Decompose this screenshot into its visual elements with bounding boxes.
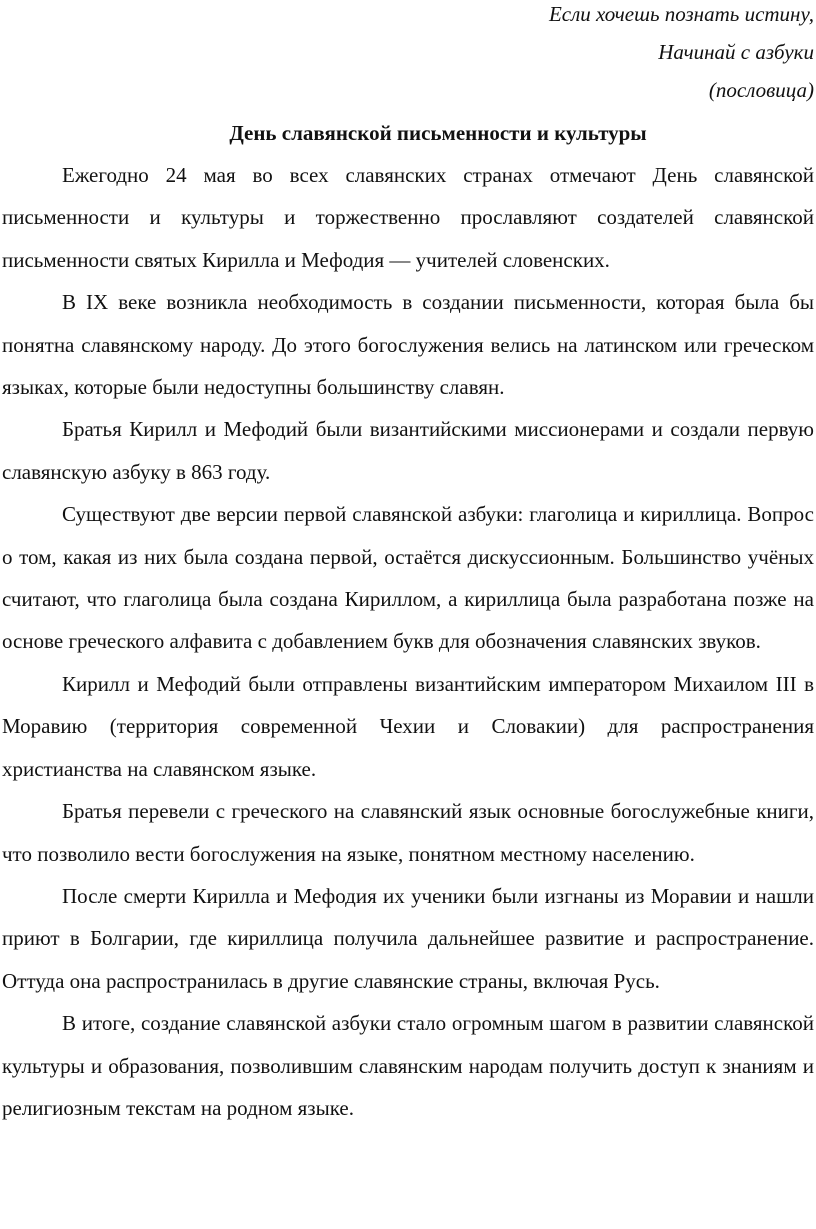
paragraph-1: Ежегодно 24 мая во всех славянских странах отмечают День славянской письменности и культуры и торжественно прославляют создателей славянской письменности святых Кирилла и Мефодия — учителей словенских.	[2, 163, 814, 272]
document-title: День славянской письменности и культуры	[229, 121, 647, 145]
paragraph-2: В IX веке возникла необходимость в создании письменности, которая была бы понятна славянскому народу. До этого богослужения велись на латинском или греческом языках, которые были недоступны большинству славян.	[2, 290, 814, 400]
paragraph-5: Кирилл и Мефодий были отправлены византийским императором Михаилом III в Моравию (территория современной Чехии и Словакии) для распространения христианства на славянском языке.	[2, 671, 814, 781]
epigraph	[2, 0, 814, 112]
epigraph-attribution: (пословица)	[708, 78, 814, 102]
epigraph-line-1: Если хочешь познать истину,	[548, 2, 814, 26]
paragraph-8: В итоге, создание славянской азбуки стало огромным шагом в развитии славянской культуры и образования, позволившим славянским народам получить доступ к знаниям и религиозным текстам на родном языке.	[2, 1011, 814, 1120]
paragraph-6: Братья перевели с греческого на славянский язык основные богослужебные книги, что позволило вести богослужения на языке, понятном местному населению.	[2, 799, 814, 866]
paragraph-4: Существуют две версии первой славянской азбуки: глаголица и кириллица. Вопрос о том, какая из них была создана первой, остаётся дискуссионным. Большинство учёных считают, что глаголица была создана Кириллом, а кириллица была разработана позже на основе греческого алфавита с добавлением букв для обозначения славянских звуков.	[2, 502, 814, 654]
document-body	[2, 154, 814, 1129]
paragraph-3: Братья Кирилл и Мефодий были византийскими миссионерами и создали первую славянскую азбуку в 863 году.	[2, 417, 814, 484]
epigraph-line-2: Начинай с азбуки	[658, 40, 814, 64]
paragraph-7: После смерти Кирилла и Мефодия их ученики были изгнаны из Моравии и нашли приют в Болгарии, где кириллица получила дальнейшее развитие и распространение. Оттуда она распространилась в другие славянские страны, включая Русь.	[2, 883, 814, 993]
